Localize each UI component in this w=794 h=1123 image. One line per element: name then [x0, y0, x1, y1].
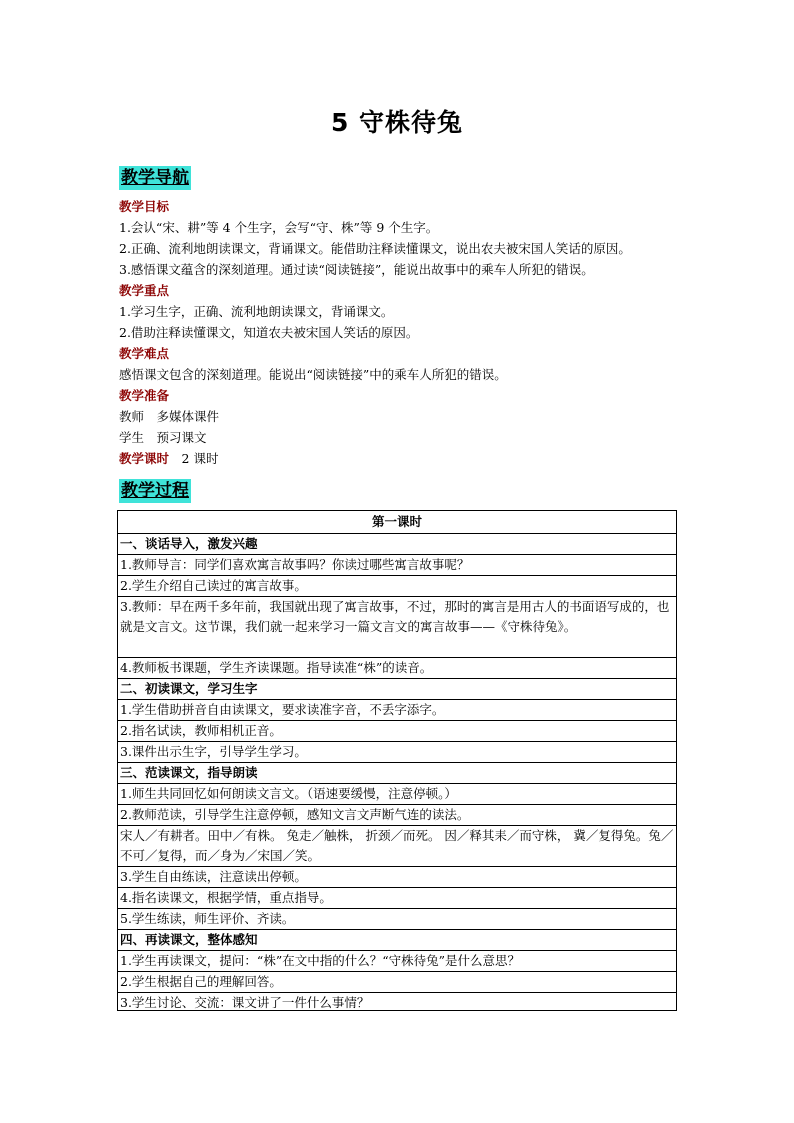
table-row: 2.学生根据自己的理解回答。 — [118, 972, 676, 993]
goal-item: 3.感悟课文蕴含的深刻道理。通过读“阅读链接”，能说出故事中的乘车人所犯的错误。 — [119, 262, 594, 277]
section-heading: 四、再读课文，整体感知 — [118, 930, 676, 951]
lesson-title: 第一课时 — [118, 511, 676, 534]
section-heading: 三、范读课文，指导朗读 — [118, 763, 676, 784]
section-heading: 二、初读课文，学习生字 — [118, 679, 676, 700]
table-row: 1.学生借助拼音自由读课文，要求读准字音，不丢字添字。 — [118, 700, 676, 721]
table-row: 4.指名读课文，根据学情，重点指导。 — [118, 888, 676, 909]
table-row: 宋人／有耕者。田中／有株。 兔走／触株， 折颈／而死。 因／释其耒／而守株， 冀／复得兔。兔／不可／复得，而／身为／宋国／笑。 — [118, 826, 676, 867]
document-title: 5 守株待兔 — [330, 108, 464, 137]
table-row: 3.学生自由练读，注意读出停顿。 — [118, 867, 676, 888]
lesson-table — [117, 510, 677, 1011]
table-row: 1.师生共同回忆如何朗读文言文。（语速要缓慢，注意停顿。） — [118, 784, 676, 805]
table-row: 2.学生介绍自己读过的寓言故事。 — [118, 576, 676, 597]
table-row: 5.学生练读，师生评价、齐读。 — [118, 909, 676, 930]
teaching-process-heading: 教学过程 — [121, 481, 189, 501]
prep-teacher: 教师 多媒体课件 — [119, 409, 220, 424]
table-row: 1.教师导言：同学们喜欢寓言故事吗？你读过哪些寓言故事呢？ — [118, 555, 676, 576]
table-row: 2.教师范读，引导学生注意停顿，感知文言文声断气连的读法。 — [118, 805, 676, 826]
prep-student: 学生 预习课文 — [119, 430, 207, 445]
table-row: 3.教师：早在两千多年前，我国就出现了寓言故事，不过，那时的寓言是用古人的书面语写成的，也就是文言文。这节课，我们就一起来学习一篇文言文的寓言故事——《守株待兔》。 — [118, 597, 676, 658]
table-row: 4.教师板书课题，学生齐读课题。指导读准“株”的读音。 — [118, 658, 676, 679]
teaching-nav-section — [119, 196, 679, 469]
table-row: 3.学生讨论、交流：课文讲了一件什么事情？ — [120, 995, 370, 1010]
table-row: 1.学生再读课文，提问：“株”在文中指的什么？“守株待兔”是什么意思？ — [118, 951, 676, 972]
difficulty-text: 感悟课文包含的深刻道理。能说出“阅读链接”中的乘车人所犯的错误。 — [119, 367, 507, 382]
table-row: 3.课件出示生字，引导学生学习。 — [118, 742, 676, 763]
section-heading: 一、谈话导入，激发兴趣 — [118, 534, 676, 555]
key-point-item: 2.借助注释读懂课文，知道农夫被宋国人笑话的原因。 — [119, 325, 419, 340]
hours-value: 2 课时 — [169, 451, 219, 466]
teaching-nav-heading: 教学导航 — [121, 168, 189, 188]
key-point-item: 1.学习生字，正确、流利地朗读课文，背诵课文。 — [119, 304, 394, 319]
difficulty-heading: 教学难点 — [119, 346, 170, 361]
key-points-heading: 教学重点 — [119, 283, 170, 298]
goal-item: 2.正确、流利地朗读课文，背诵课文。能借助注释读懂课文，说出农夫被宋国人笑话的原因。 — [119, 241, 631, 256]
preparation-heading: 教学准备 — [119, 388, 170, 403]
goal-item: 1.会认“宋、耕”等 4 个生字，会写“守、株”等 9 个生字。 — [119, 220, 439, 235]
goals-heading: 教学目标 — [119, 199, 170, 214]
hours-heading: 教学课时 — [119, 451, 170, 466]
table-row: 2.指名试读，教师相机正音。 — [118, 721, 676, 742]
